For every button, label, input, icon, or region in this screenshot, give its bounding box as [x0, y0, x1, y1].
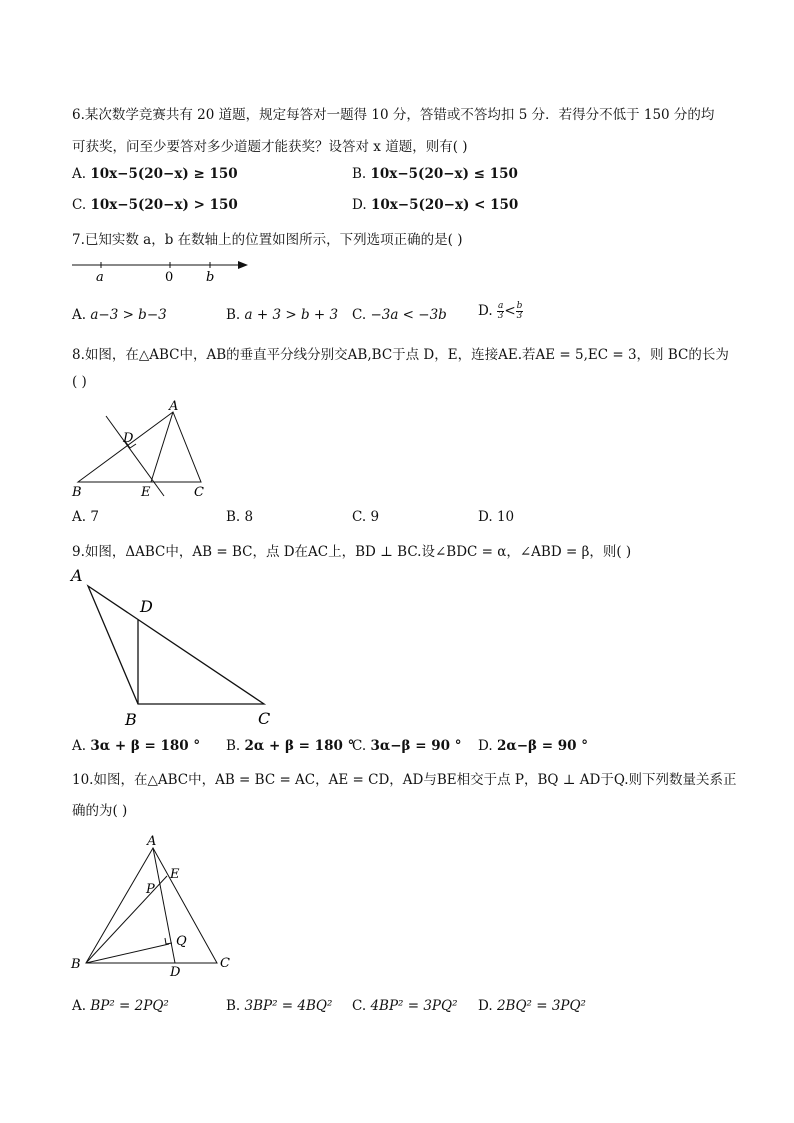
perpendicular-bisector [106, 416, 164, 496]
q8-stem-line2: ( ) [72, 374, 87, 390]
point-p: P [146, 882, 155, 897]
fraction-a-over-3: $\frac{a}{3}$ [497, 301, 504, 321]
point-q: Q [176, 934, 187, 949]
q6-stem-line2: 可获奖，问至少要答对多少道题才能获奖？设答对 x 道题，则有( ) [72, 139, 468, 155]
q7-option-c[interactable]: C. −3a < −3b [352, 307, 447, 323]
q9-option-b[interactable]: B. 2α + β = 180 ° [226, 738, 355, 754]
q6-option-b[interactable]: B. 10x−5(20−x) ≤ 150 [352, 166, 518, 182]
triangle-abc [86, 848, 217, 963]
point-d: D [170, 965, 181, 980]
q7-option-b[interactable]: B. a + 3 > b + 3 [226, 307, 339, 323]
q7-option-a[interactable]: A. a−3 > b−3 [72, 307, 167, 323]
q8-stem-line1: 8.如图，在△ABC中，AB的垂直平分线分别交AB,BC于点 D，E，连接AE.若AE = 5,EC = 3，则 BC的长为 [72, 347, 729, 363]
q10-figure-triangle [68, 832, 248, 982]
q6-option-c[interactable]: C. 10x−5(20−x) > 150 [72, 197, 238, 213]
q6-stem-line1: 6.某次数学竞赛共有 20 道题，规定每答对一题得 10 分，答错或不答均扣 5 分．若得分不低于 150 分的均 [72, 107, 715, 123]
q9-stem: 9.如图，ΔABC中，AB = BC，点 D在AC上，BD ⊥ BC.设∠BDC = α，∠ABD = β，则( ) [72, 544, 632, 560]
q8-option-b[interactable]: B. 8 [226, 509, 254, 525]
segment-be [86, 876, 167, 963]
q9-figure-triangle [68, 566, 288, 731]
point-d: D [140, 597, 153, 616]
q10-option-c[interactable]: C. 4BP² = 3PQ² [352, 998, 458, 1014]
point-d: D [123, 431, 134, 446]
point-c: C [258, 709, 271, 728]
q7-number-line [70, 255, 260, 285]
point-b: B [125, 710, 137, 729]
q9-option-d[interactable]: D. 2α−β = 90 ° [478, 738, 588, 754]
label-a: a [96, 270, 104, 285]
segment-ad [153, 848, 175, 963]
label-0: 0 [165, 270, 174, 285]
q8-option-d[interactable]: D. 10 [478, 509, 515, 525]
q6-option-d[interactable]: D. 10x−5(20−x) < 150 [352, 197, 519, 213]
segment-ae [151, 412, 173, 482]
q9-option-c[interactable]: C. 3α−β = 90 ° [352, 738, 462, 754]
q8-option-a[interactable]: A. 7 [72, 509, 99, 525]
q8-option-c[interactable]: C. 9 [352, 509, 380, 525]
q7-option-d[interactable]: D. $\frac{a}{3}$ < $\frac{b}{3}$ [478, 301, 523, 321]
triangle-abc [78, 412, 201, 482]
q7-stem: 7.已知实数 a，b 在数轴上的位置如图所示，下列选项正确的是( ) [72, 232, 463, 248]
q10-stem-line2: 确的为( ) [72, 803, 128, 819]
point-a: A [147, 834, 157, 849]
q10-option-b[interactable]: B. 3BP² = 4BQ² [226, 998, 333, 1014]
q8-figure-triangle [70, 398, 230, 508]
point-c: C [194, 485, 204, 500]
number-line-arrow [238, 261, 248, 269]
point-b: B [72, 485, 82, 500]
point-e: E [170, 867, 180, 882]
fraction-b-over-3: $\frac{b}{3}$ [516, 301, 523, 321]
q10-option-d[interactable]: D. 2BQ² = 3PQ² [478, 998, 586, 1014]
q9-option-a[interactable]: A. 3α + β = 180 ° [72, 738, 201, 754]
point-a: A [71, 566, 83, 585]
point-c: C [220, 956, 230, 971]
q6-option-a[interactable]: A. 10x−5(20−x) ≥ 150 [72, 166, 238, 182]
label-b: b [206, 270, 215, 285]
triangle-abc [88, 586, 264, 704]
q10-option-a[interactable]: A. BP² = 2PQ² [72, 998, 169, 1014]
q10-stem-line1: 10.如图，在△ABC中，AB = BC = AC，AE = CD，AD与BE相交于点 P，BQ ⊥ AD于Q.则下列数量关系正 [72, 772, 737, 788]
point-a: A [169, 399, 179, 414]
point-b: B [71, 957, 81, 972]
point-e: E [141, 485, 151, 500]
segment-bq [86, 944, 169, 963]
